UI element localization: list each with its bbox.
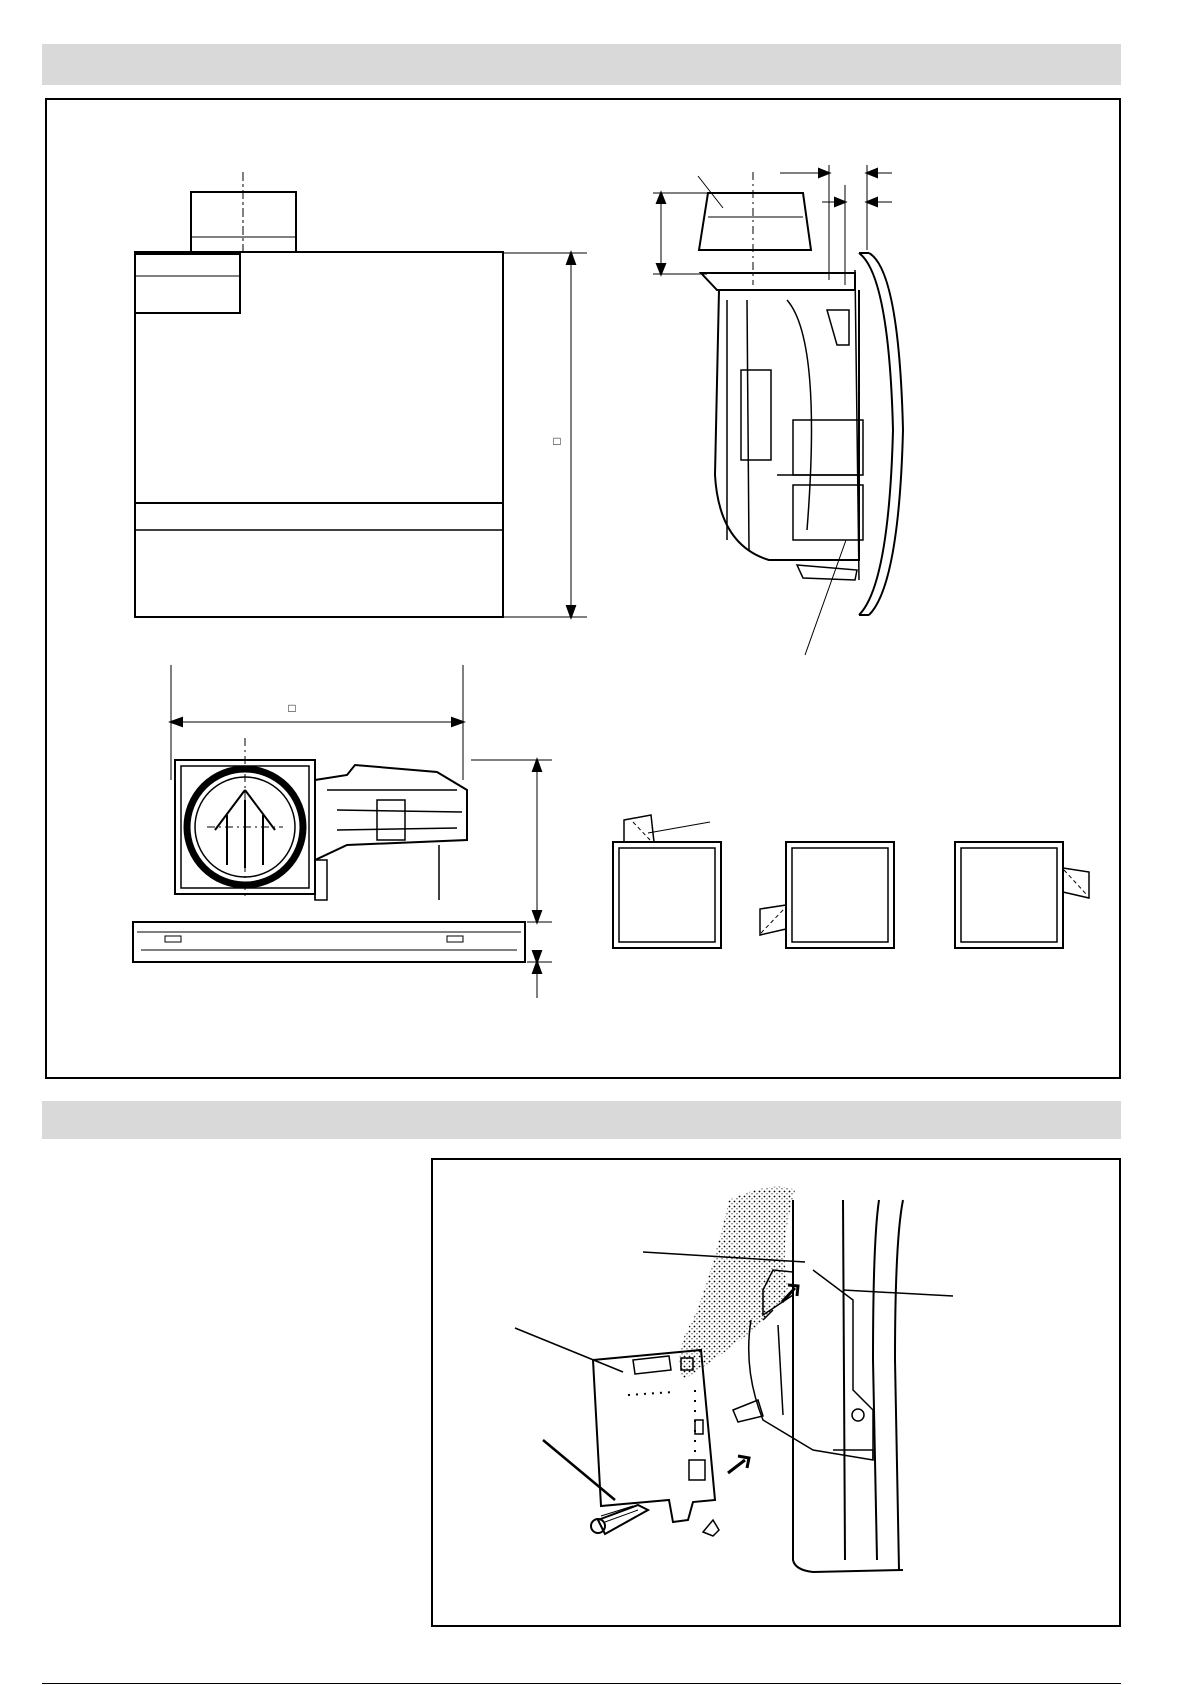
page-bottom-rule	[42, 1683, 1121, 1684]
section-header-dimensions	[42, 44, 1121, 85]
front-view-drawing	[135, 173, 243, 313]
dimension-drawings	[47, 100, 1123, 1081]
installation-illustration-panel	[431, 1158, 1121, 1627]
side-view-drawing	[653, 165, 903, 655]
section-header-installation	[42, 1101, 1121, 1139]
outlet-position-diagrams	[613, 815, 1089, 948]
square-height-symbol: □	[553, 434, 561, 448]
front-view-body	[135, 172, 587, 617]
square-width-symbol: □	[288, 701, 296, 715]
control-board-install-illustration	[433, 1160, 1123, 1629]
dimension-drawings-panel	[45, 98, 1121, 1079]
top-view-drawing	[133, 665, 552, 998]
